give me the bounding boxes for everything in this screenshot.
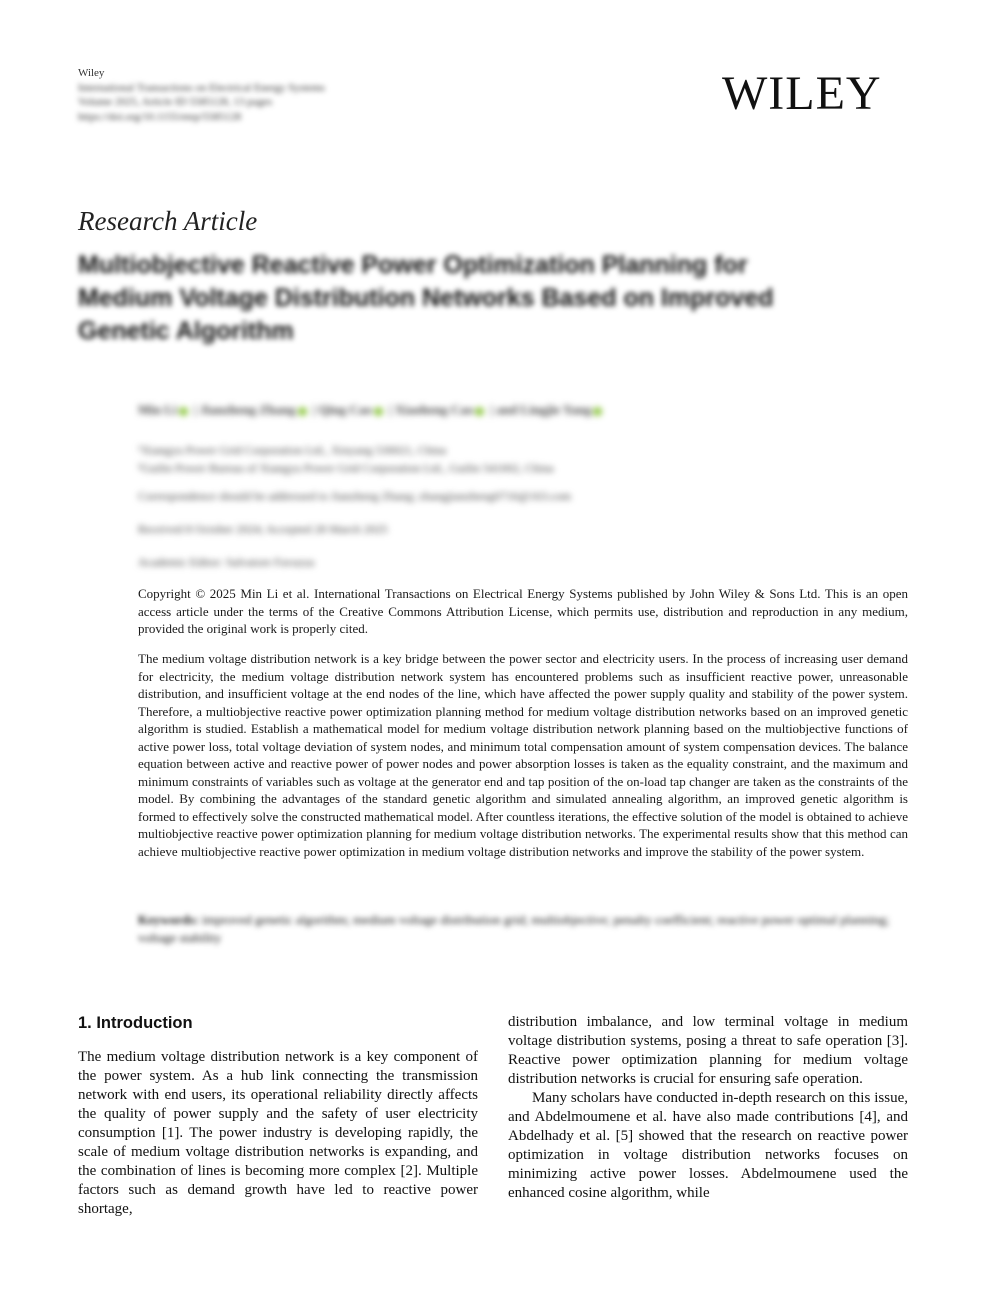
- journal-line: International Transactions on Electrical Energy Systems: [78, 81, 325, 94]
- orcid-icon[interactable]: [475, 407, 484, 416]
- journal-header: [78, 66, 325, 124]
- affiliation-1: ¹Xiangyu Power Grid Corporation Ltd., Xinyang 530021, China: [138, 443, 447, 457]
- keywords: [138, 911, 908, 946]
- wiley-logo-text: WILEY: [722, 67, 882, 120]
- body-column-left: [78, 1048, 478, 1219]
- volume-line: Volume 2025, Article ID 5585128, 13 pages: [78, 96, 273, 108]
- author-2[interactable]: Jianzheng Zhang: [199, 402, 296, 417]
- publisher-line: Wiley: [78, 67, 105, 79]
- orcid-icon[interactable]: [179, 407, 188, 416]
- affiliations: [138, 441, 908, 477]
- orcid-icon[interactable]: [298, 407, 307, 416]
- article-type: Research Article: [78, 206, 258, 236]
- orcid-icon[interactable]: [374, 407, 383, 416]
- section-heading-introduction: 1. Introduction: [78, 1014, 193, 1032]
- received-accepted-dates: Received 8 October 2024; Accepted 28 March 2025: [138, 522, 388, 536]
- intro-paragraph-2: distribution imbalance, and low terminal voltage in medium voltage distribution systems, posing a threat to safe operation [3]. Reactive power optimization planning for medium voltage distribution networks is crucial for ensuring safe operation.: [508, 1014, 908, 1087]
- copyright-notice: Copyright © 2025 Min Li et al. International Transactions on Electrical Energy Systems published by John Wiley & Sons Ltd. This is an open access article under the terms of the Creative Commons Attribution License, which permits use, distribution and reproduction in any medium, provided the original work is properly cited.: [138, 586, 908, 636]
- author-4[interactable]: Xiaoheng Cao: [394, 402, 474, 417]
- affiliation-2: ²Guilin Power Bureau of Xiangyu Power Grid Corporation Ltd., Guilin 541002, China: [138, 461, 554, 475]
- keywords-label: Keywords:: [138, 912, 199, 927]
- orcid-icon[interactable]: [593, 407, 602, 416]
- author-5[interactable]: and Lingjie Yang: [496, 402, 592, 417]
- academic-editor: Academic Editor: Salvatore Favuzza: [138, 555, 315, 569]
- title-line-3: Genetic Algorithm: [78, 317, 294, 345]
- article-title: [78, 249, 878, 348]
- title-line-1: Multiobjective Reactive Power Optimization Planning for: [78, 251, 748, 279]
- wiley-logo: [722, 66, 882, 122]
- abstract: The medium voltage distribution network is a key bridge between the power sector and electricity users. In the process of increasing user demand for electricity, the medium voltage distribution network system has encountered problems such as insufficient reactive power, unreasonable distribution, and insufficient voltage at the end nodes of the line, which have affected the power supply quality and stability of the power system. Therefore, a multiobjective reactive power optimization planning method for medium voltage distribution networks based on an improved genetic algorithm is studied. Establish a mathematical model for medium voltage distribution network planning based on the multiobjective functions of active power loss, total voltage deviation of system nodes, and minimum total compensation amount of system compensation devices. The balance equation between active and reactive power of power nodes and power absorption losses is taken as the equality constraint, and the maximum and minimum constraints of variables such as voltage at the generator end and tap position of the on-load tap changer are taken as the constraints of the model. By combining the advantages of the standard genetic algorithm and simulated annealing algorithm, an improved genetic algorithm is formed to effectively solve the constructed mathematical model. After countless iterations, the effective solution of the model is obtained to achieve multiobjective reactive power optimization planning for medium voltage distribution networks. The experimental results show that this method can achieve multiobjective reactive power optimization in medium voltage distribution networks and improve the stability of the power system.: [138, 651, 908, 859]
- body-column-right: [508, 1013, 908, 1203]
- author-3[interactable]: Qing Cao: [318, 402, 372, 417]
- intro-paragraph-1: The medium voltage distribution network is a key component of the power system. As a hub link connecting the transmission network with end users, its operational reliability directly affects the quality of power supply and the safety of user electricity consumption [1]. The power industry is developing rapidly, the scale of medium voltage distribution networks is expanding, and the combination of lines is becoming more complex [2]. Multiple factors such as demand growth have led to reactive power shortage,: [78, 1049, 478, 1217]
- doi-link[interactable]: https://doi.org/10.1155/etep/5585128: [78, 110, 242, 123]
- title-line-2: Medium Voltage Distribution Networks Based on Improved: [78, 284, 774, 312]
- author-list: Min Li | Jianzheng Zhang | Qing Cao | Xiaoheng Cao | and Lingjie Yang: [138, 402, 908, 418]
- author-1[interactable]: Min Li: [138, 402, 177, 417]
- keywords-list: improved genetic algorithm; medium voltage distribution grid; multiobjective; penalty coefficient; reactive power optimal planning; voltage stability: [138, 912, 890, 945]
- correspondence: Correspondence should be addressed to Jianzheng Zhang; zhangjianzheng0716@163.com: [138, 489, 571, 503]
- intro-paragraph-3: Many scholars have conducted in-depth research on this issue, and Abdelmoumene et al. have also made contributions [4], and Abdelhady et al. [5] showed that the research on reactive power optimization in voltage distribution networks focuses on minimizing active power losses. Abdelmoumene used the enhanced cosine algorithm, while: [508, 1090, 908, 1201]
